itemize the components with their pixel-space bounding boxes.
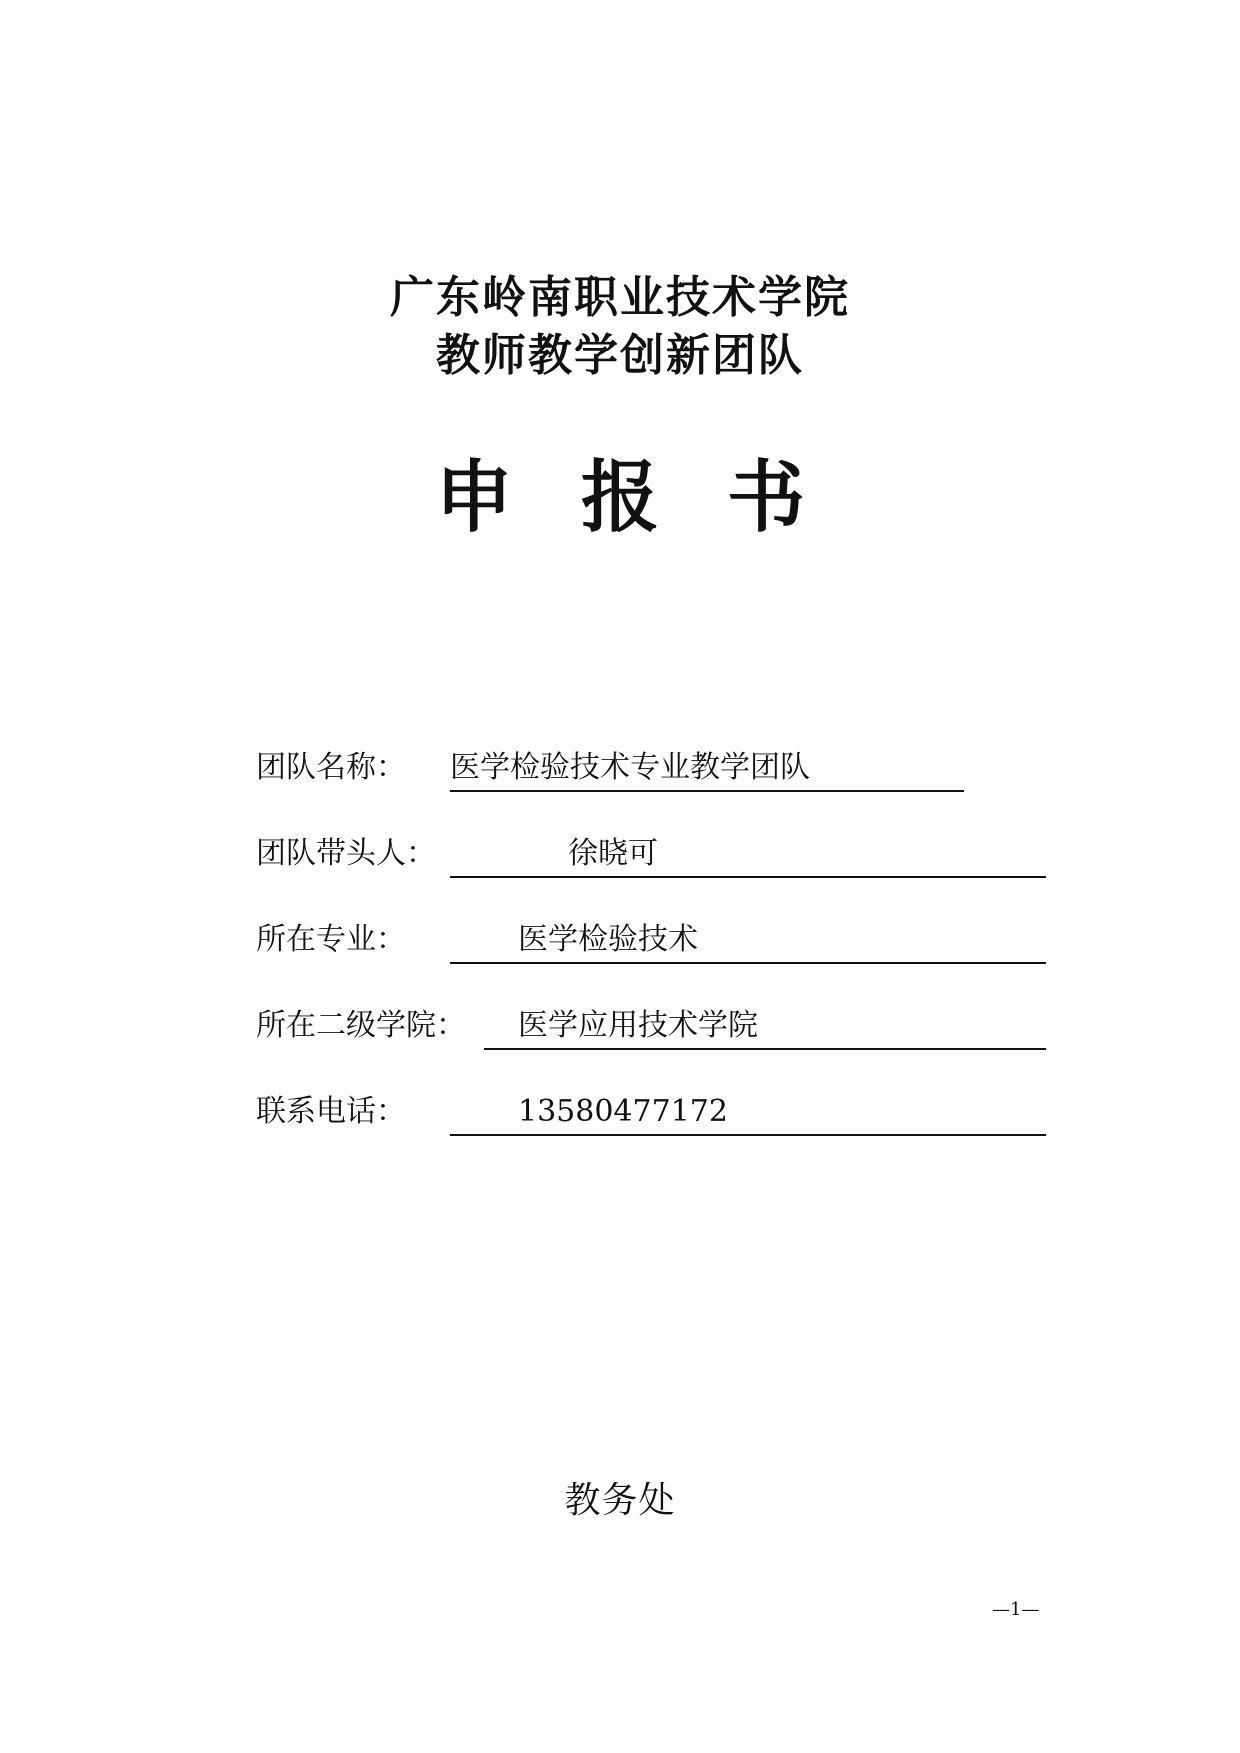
institution-title: 广东岭南职业技术学院 <box>390 272 850 323</box>
field-label: 所在二级学院： <box>256 1008 466 1043</box>
doc-type-char: 书 <box>726 452 805 543</box>
field-label: 所在专业： <box>256 922 406 957</box>
issuing-office: 教务处 <box>564 1480 676 1521</box>
field-label: 团队名称： <box>256 750 406 785</box>
doc-type-char: 报 <box>580 452 659 543</box>
major-value: 医学检验技术 <box>518 922 698 957</box>
document-subtitle: 教师教学创新团队 <box>436 330 804 381</box>
team-name-value-line <box>450 746 964 792</box>
team-leader-value-line <box>450 832 1046 878</box>
document-type-heading <box>0 448 1240 548</box>
college-value: 医学应用技术学院 <box>518 1008 758 1043</box>
doc-type-char: 申 <box>434 452 513 543</box>
team-name-value: 医学检验技术专业教学团队 <box>450 750 810 785</box>
phone-value-line <box>450 1090 1046 1136</box>
team-leader-value: 徐晓可 <box>568 836 658 871</box>
field-label: 联系电话： <box>256 1094 406 1129</box>
college-value-line <box>484 1004 1046 1050</box>
phone-value: 13580477172 <box>518 1094 728 1129</box>
major-value-line <box>450 918 1046 964</box>
field-label: 团队带头人： <box>256 836 436 871</box>
page-number: —1— <box>992 1599 1040 1620</box>
